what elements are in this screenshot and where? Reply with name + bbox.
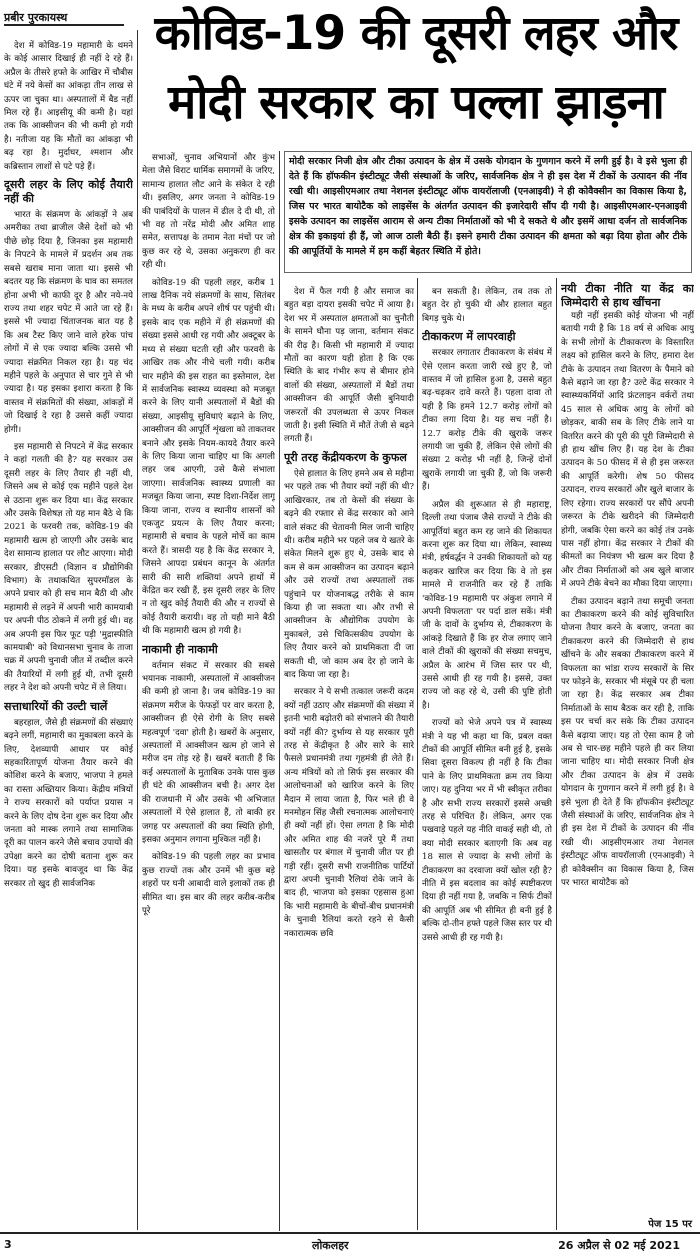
paragraph: कोविड-19 की पहली लहर का प्रभाव कुछ राज्यों तक और उनमें भी कुछ बड़े शहरों पर घनी आबादी वाले इलाकों तक ही सीमित था। इस बार की लहर करीब-करीब पूरे (142, 852, 275, 916)
column-divider (279, 151, 280, 1231)
subheading: टीकाकरण में लापरवाही (422, 330, 516, 344)
paragraph: बन सकती है। लेकिन, तब तक तो बहुत देर हो चुकी थी और हालात बहुत बिगड़ चुके थे। (422, 287, 552, 324)
paragraph: कोविड-19 की पहली लहर, करीब 1 लाख दैनिक नये संक्रमणों के साथ, सितंबर के मध्य के करीब अपने शीर्ष पर पहुंची थी। इसके बाद एक महीने में ही संक्रमणों की संख्या इससे आधी रह गयी और अक्टूबर के मध्य से संख्या घटती रही और फरवरी के आखिर तक और नीचे चली गयी। करीब चार महीने की इस राहत का इस्तेमाल, देश में सार्वजनिक स्वास्थ्य व्यवस्था को मजबूत करने के लिए यानी अस्पतालों में बैडों की संख्या, आइसीयू सुविधाएं बढ़ाने के लिए, आक्सीजन की आपूर्ति शृंखला को ताकतवर बनाने और इसके नियम-कायदे तैयार करने के लिए किया जाना चाहिए था कि अगली लहर जब आएगी, उसे कैसे संभाला जाएगा। सार्वजनिक स्वास्थ्य प्रणाली का मजबूत किया जाना, स्पष्ट दिशा-निर्देश लागू किया जाना, राज्य व स्थानीय शासनों को एकजुट प्रयत्न के लिए तैयार करना; महामारी से बचाव के पहले मोर्चे का काम करते हैं। त्रासदी यह है कि केंद्र सरकार ने, जिसने आपदा प्रबंधन कानून के अंतर्गत सारी की सारी शक्तियां अपने हाथों में केंद्रित कर रखी हैं, इस दूसरी लहर के लिए न तो खुद कोई तैयारी की और न राज्यों से कोई तैयारी करायी। वह तो यही माने बैठी थी कि महामारी खत्म हो गयी है। (142, 277, 275, 637)
article-column-5 (561, 282, 694, 1230)
paragraph: इस महामारी से निपटने में केंद्र सरकार ने कहां गलती की है? यह सरकार उस दूसरी लहर के लिए तैयार ही नहीं थी, जिसने अब से कोई एक महीने पहले देश से उठाना शुरू कर दिया था। केंद्र सरकार और उसके विशेषज्ञ तो यह मान बैठे थे कि 2021 के फरवरी तक, कोविड-19 की महामारी खत्म हो जाएगी और उसके बाद देश सामान्य हालात पर लौट आएगा। मोदी सरकार, डीएसटी (विज्ञान व प्रौद्योगिकी विभाग) के तथाकथित सुपरमॉडल के अपने प्रचार को ही सच मान बैठी थी और महामारी से लड़ने में अपनी भारी कामयाबी पर अपनी पीठ ठोकने में लगी हुई थी। वह अब अपनी इस फिर फूट पड़ी 'मुद्रास्फीति कामयाबी' को विधानसभा चुनाव के ताजा चक्र में अपनी चुनावी जीत में तब्दील करने की तैयारियों में लगी हुई थी, तभी दूसरी लहर ने देश को अपनी चपेट में ले लिया। (4, 441, 133, 694)
issue-date: 26 अप्रैल से 02 मई 2021 (558, 1239, 680, 1252)
paragraph: ऐसे हालात के लिए हमने अब से महीना भर पहले तक भी तैयार क्यों नहीं की थी? आखिरकार, तब तो केसों की संख्या के बढ़ने की रफ्तार से केंद्र सरकार को आने वाले संकट की चेतावनी मिल जानी चाहिए थी। करीब महीने भर पहले जब ये खतरे के संकेत मिलने शुरू हुए थे, उसके बाद से कम से कम आक्सीजन का उत्पादन बढ़ाने और उसे राज्यों तथा अस्पतालों तक पहुंचाने पर योजनाबद्ध तरीके से काम किया ही जा सकता था। और तभी से आक्सीजन के औद्योगिक उपयोग के मुकाबले, उसे चिकित्सकीय उपयोग के लिए तैयार करने को प्राथमिकता दी जा सकती थी, जो काम अब देर हो जाने के बाद किया जा रहा है। (284, 468, 414, 680)
subheading: नाकामी ही नाकामी (142, 642, 218, 656)
paragraph: अप्रैल की शुरूआत से ही महाराष्ट्र, दिल्ली तथा पंजाब जैसे राज्यों ने टीके की आपूर्तियां बहुत कम रह जाने की शिकायत करना शुरू कर दिया था। लेकिन, स्वास्थ्य मंत्री, हर्षवर्द्धन ने उनकी शिकायतों को यह कहकर खारिज कर दिया कि वे तो इस मामले में राजनीति कर रहे हैं ताकि 'कोविड-19 महामारी पर अंकुश लगाने में अपनी विफलता' पर पर्दा डाल सकें। मंत्री जी के दावों के दुर्भाग्य से, टीकाकरण के आंकड़े दिखाते हैं कि हर रोज लगाए जाने वाले टीकों की खुराकों की संख्या सचमुच, अप्रैल के आरंभ में जिस स्तर पर थी, उससे आधी ही रह गयी है। इससे, उक्त राज्य जो कह रहे थे, उसी की पुष्टि होती है। (422, 499, 552, 711)
page-footer (0, 1232, 700, 1258)
article-column-4 (422, 286, 552, 1230)
paragraph: बहरहाल, जैसे ही संक्रमणों की संख्याएं बढ़ने लगीं, महामारी का मुकाबला करने के लिए, देशव्यापी आधार पर कोई सहकारितापूर्ण योजना तैयार करने की कोशिश करने के बजाए, भाजपा ने हमले का रास्ता अख्तियार किया। केंद्रीय मंत्रियों ने राज्य सरकारों को पर्याप्त प्रयास न करने के लिए दोष देना शुरू कर दिया और जनता को मास्क लगाने तथा सामाजिक दूरी का पालन करने जैसे बचाव उपायों की उपेक्षा करने का दोषी बताना शुरू कर दिया। यह इसके बावजूद था कि केंद्र सरकार तो खुद ही सार्वजनिक (4, 717, 133, 889)
page-number: 3 (4, 1238, 12, 1251)
paragraph: टीका उत्पादन बढ़ाने तथा समूची जनता का टीकाकरण करने की कोई सुविचारित योजना तैयार करने के बजाए, जनता का टीकाकरण करने की जिम्मेदारी से हाथ खींचने के और सबका टीकाकरण करने में विफलता का भांडा राज्य सरकारों के सिर पर फोड़ने के, सरकार भी मंसूबे पर ही चला जा रहा है। केंद्र सरकार अब टीका निर्माताओं के साथ बैठक कर रही है, ताकि इस पर चर्चा कर सके कि टीका उत्पादन कैसे बढ़ाया जाए। यह तो ऐसा काम है जो अब से चार-छह महीने पहले ही कर लिया जाना चाहिए था। मोदी सरकार निजी क्षेत्र और टीका उत्पादन के क्षेत्र में उसके योगदान के गुणगान करने में लगी हुई है। वे इसे भुला ही देते हैं कि हॉफकीन इंस्टीट्यूट जैसी संस्थाओं के जरिए, सार्वजनिक क्षेत्र ने ही इस देश में टीकों के उत्पादन की नींव रखी थी। आइसीएमआर तथा नेशनल इंस्टीट्यूट ऑफ वायरॉलाजी (एनआइवी) ने ही कोवैक्सीन का विकास किया है, जिस पर भारत बायोटैक को (561, 596, 694, 889)
article-column-2 (142, 152, 275, 1230)
article-column-1 (4, 40, 133, 1230)
paragraph: सभाओं, चुनाव अभियानों और कुंभ मेला जैसे विराट धार्मिक समागमों के जरिए, सामान्य हालात लौट आने के संकेत दे रही थी। इसलिए, अगर जनता ने कोविड-19 की पाबंदियों के पालन में ढील दे दी थी, तो भी वह तो नरेंद्र मोदी और अमित शाह समेत, सत्तापक्ष के तमाम नेता मंचों पर जो कुछ कर रहे थे, उसका अनुकरण ही कर रही थी। (142, 153, 275, 271)
lead-highlight-box: मोदी सरकार निजी क्षेत्र और टीका उत्पादन के क्षेत्र में उसके योगदान के गुणगान करने में लगी हुई है। वे इसे भुला ही देते हैं कि हॉफकीन इंस्टीट्यूट जैसी संस्थाओं के जरिए, सार्वजनिक क्षेत्र ने ही इस देश में टीकों के उत्पादन की नींव रखी थी। आइसीएमआर तथा नेशनल इंस्टीट्यूट ऑफ वायरॉलाजी (एनआइवी) ने ही कोवैक्सीन का विकास किया है, जिस पर भारत बायोटैक को लाइसेंस के अंतर्गत उत्पादन की इजारेदारी सौंप दी गयी है। आइसीएमआर-एनआइवी इसके उत्पादन का लाइसेंस आराम से अन्य टीका निर्माताओं को भी दे सकते थे और इसमें आधा दर्जन तो सार्वजनिक क्षेत्र की इकाइयां ही हैं, जो आज ठाली बैठी हैं। इसने हमारी टीका उत्पादन की क्षमता को बढ़ा दिया होता और टीके की आपूर्तियों के मामले में हम कहीं बेहतर स्थिति में होते। (284, 151, 692, 273)
subheading: नयी टीका नीति या केंद्र का जिम्मेदारी से हाथ खींचना (561, 282, 694, 309)
paragraph: यही नहीं इसकी कोई योजना भी नहीं बतायी गयी है कि 18 वर्ष से अधिक आयु के सभी लोगों के टीकाकरण के विस्तारित लक्ष्य को हासिल करने के लिए, हमारा देश टीके के उत्पादन तथा वितरण के पैमाने को कैसे बढ़ाने जा रहा है? उल्टे केंद्र सरकार ने स्वास्थ्यकर्मियों आदि फ्रंटलाइन वर्करों तथा 45 साल से अधिक आयु के लोगों को छोड़कर, बाकी सब के लिए टीके लाने या वितरित करने की पूरी की पूरी जिम्मेदारी से ही हाथ खींच लिए हैं। यह देश के टीका उत्पादन के 50 फीसद में से ही इस जरूरत की आपूर्ति करेगी। शेष 50 फीसद उत्पादन, राज्य सरकारों और खुले बाजार के लिए रहेगा। राज्य सरकारों पर सौंपे अपनी जरूरत के टीके खरीदने की जिम्मेदारी होगी, जबकि ऐसा करने का कोई तंत्र उनके पास नहीं होगा। केंद्र सरकार ने टीकों की कीमतों का नियंत्रण भी खत्म कर दिया है और टीका निर्माताओं को अब खुले बाजार में अपने टीके बेचने का मौका दिया जाएगा। (561, 311, 694, 590)
paragraph: भारत के संक्रमण के आंकड़ों ने अब अमरीका तथा ब्राजील जैसे देशों को भी पीछे छोड़ दिया है, जिनका इस महामारी के निपटने के मामले में प्रदर्शन अब तक सबसे खराब माना जाता था। इससे भी बदतर यह कि संक्रमण के घाव का समतल होना अभी भी काफी दूर है और नये-नये राज्य तथा शहर चपेट में आते जा रहे हैं। इससे भी ज्यादा चिंताजनक बात यह है कि अब टैस्ट किए जाने वाले हरेक पांच लोगों में से एक ज्यादा बल्कि उससे भी ज्यादा संक्रमित निकल रहा है। यह चंद महीने पहले के अनुपात से चार गुने से भी ज्यादा है। यह इसका इशारा करता है कि वास्तव में संक्रमितों की संख्या, आंकड़ों में जो दिखाई दे रहा है उससे कहीं ज्यादा होगी। (4, 210, 133, 435)
article-column-3 (284, 286, 414, 1230)
column-divider (417, 278, 418, 1230)
paragraph: वर्तमान संकट में सरकार की सबसे भयानक नाकामी, अस्पतालों में आक्सीजन की कमी हो जाना है। जब कोविड-19 का संक्रमण मरीज के फेफड़ों पर वार करता है, आक्सीजन ही ऐसे रोगी के लिए सबसे महत्वपूर्ण 'दवा' होती है। खबरों के अनुसार, अस्पतालों में आक्सीजन खत्म हो जाने से मरीज दम तोड़ रहे हैं। खबरें बताती हैं कि कई अस्पतालों के मुताबिक उनके पास कुछ ही घंटे की आक्सीजन बची है। अगर देश की राजधानी में और उसके भी अभिजात अस्पतालों में ऐसे हालात हैं, तो बाकी हर जगह पर अस्पतालों की क्या स्थिति होगी, इसका अनुमान लगाना मुश्किल नहीं है। (142, 660, 275, 845)
byline (4, 6, 124, 26)
headline-line-1: कोविड-19 की दूसरी लहर और (154, 6, 678, 61)
publication-name: लोकलहर (312, 1239, 349, 1252)
continued-on-page: पेज 15 पर (644, 1216, 692, 1230)
paragraph: देश में फैल गयी है और समाज का बहुत बड़ा दायरा इसकी चपेट में आया है। देश भर में अस्पताल क्षमताओं का चुनौती के सामने घौना पड़ जाना, वर्तमान संकट की रीढ़ है। किसी भी महामारी में ज्यादा मौतों का कारण यही होता है कि एक स्थिति के बाद गंभीर रूप से बीमार होने वालों की संख्या, अस्पतालों में बैडों तथा आक्सीजन की आपूर्ति जैसी बुनियादी जरूरतों की उपलब्धता से ऊपर निकल जाती है। इसी स्थिति में मौतें तेजी से बढ़ने लगती हैं। (284, 287, 414, 445)
subheading: पूरी तरह केंद्रीयकरण के कुफल (284, 450, 407, 464)
subheading: दूसरी लहर के लिए कोई तैयारी नहीं की (4, 178, 133, 206)
paragraph: राज्यों को भेजे अपने पत्र में स्वास्थ्य मंत्री ने यह भी कहा था कि, प्रबल वक्त टीकों की आपूर्ति सीमित बनी हुई है, इसके सिवा दूसरा विकल्प ही नहीं है कि टीका पाने के लिए प्राथमिकता क्रम तय किया जाए। यह दुनिया भर में भी स्वीकृत तरीका है और सभी राज्य सरकारों इससे अच्छी तरह से परिचित हैं। लेकिन, अगर एक पखवाड़े पहले यह नीति वाकई सही थी, तो क्या मोदी सरकार बताएगी कि अब वह 18 साल से ज्यादा के सभी लोगों के टीकाकरण का दरवाजा क्यों खोल रही है? नीति में इस बदलाव का कोई स्पष्टीकरण दिया ही नहीं गया है, जबकि न सिर्फ टीकों की आपूर्ति अब भी सीमित ही बनी हुई है बल्कि दो-तीन हफ्ते पहले जिस स्तर पर थी उससे आधी ही रह गयी है। (422, 718, 552, 943)
paragraph: सरकार लगातार टीकाकरण के संबंध में ऐसे एलान करता जारी रखे हुए है, जो वास्तव में जो हासिल हुआ है, उससे बहुत बढ़-चढ़कर दावे करते हैं। पहला दावा तो यही है कि हमने 12.7 करोड़ लोगों को टीका लगा दिया है। यह सच नहीं है। 12.7 करोड़ टीके की खुराकें जरूर लगायी जा चुकी हैं, लेकिन ऐसे लोगों की संख्या 2 करोड़ भी नहीं है, जिन्हें दोनों खुराकें लगायी जा चुकी हैं, जो कि जरूरी हैं। (422, 348, 552, 493)
subheading: सत्ताधारियों की उल्टी चालें (4, 699, 108, 713)
column-divider (137, 30, 138, 1230)
column-divider (556, 278, 557, 1230)
headline-line-2: मोदी सरकार का पल्ला झाड़ना (168, 75, 664, 130)
paragraph: सरकार ने ये सभी तत्काल जरूरी कदम क्यों नहीं उठाए और संक्रमणों की संख्या में इतनी भारी बढ़ोतरी को संभालने की तैयारी क्यों नहीं की? दुर्भाग्य से यह सरकार पूरी तरह से केंद्रीकृत है और सारे के सारे फैसले प्रधानमंत्री तथा गृहमंत्री ही लेते हैं। अन्य मंत्रियों को तो सिर्फ इस सरकार की आलोचनाओं को खारिज करने के लिए मैदान में लाया जाता है, फिर भले ही वे मनमोहन सिंह जैसी रचनात्मक आलोचनाएं ही क्यों नहीं हों। ऐसा लगता है कि मोदी और अमित शाह की नजरें पूरे मैं तथा खासतौर पर बंगाल में चुनावी जीत पर ही गड़ी रहीं। दूसरी सभी राजनीतिक पार्टियों द्वारा अपनी चुनावी रैलियां रोके जाने के बाद ही, भाजपा को इसका एहसास हुआ कि भारी महामारी के बीचों-बीच प्रधानमंत्री के चुनावी रैलियां करते रहने से कैसी नकारात्मक छवि (284, 687, 414, 939)
author-name: प्रबीर पुरकायस्थ (4, 11, 68, 24)
paragraph: देश में कोविड-19 महामारी के थमने के कोई आसार दिखाई ही नहीं दे रहे हैं। अप्रैल के तीसरे हफ्ते के आखिर में चौबीस घंटे में नये केसों का आंकड़ा तीन लाख से ऊपर जा चुका था। अस्पतालों में बैड नहीं मिल रहे हैं। आइसीयू की कमी है। यहां तक कि आक्सीजन की भी कमी हो गयी है। नतीजा यह कि मौतों का आंकड़ा भी बढ़ रहा है। मुर्दाघर, श्मशान और कब्रिस्तान लाशों से पटे पड़े हैं। (4, 41, 133, 172)
